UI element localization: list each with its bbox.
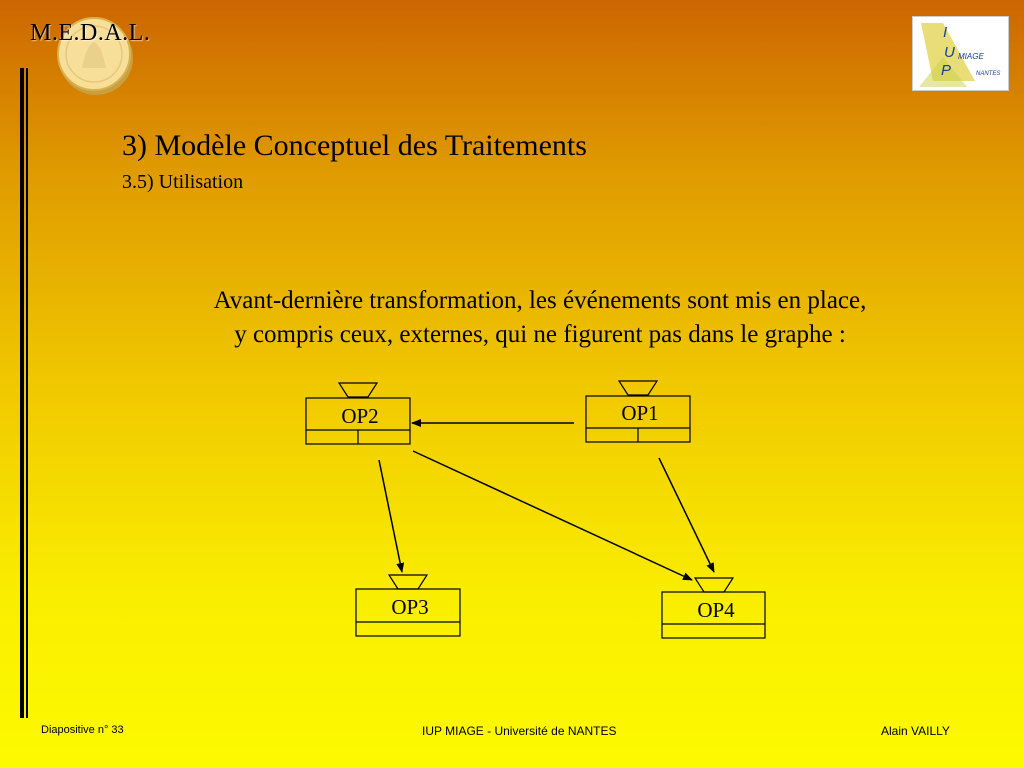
op2-label: OP2: [341, 404, 379, 428]
footer-institution: IUP MIAGE - Université de NANTES: [422, 724, 617, 738]
footer-slide-number: Diapositive n° 33: [41, 724, 124, 736]
intro-line-2: y compris ceux, externes, qui ne figurent pas dans le graphe :: [234, 321, 846, 348]
logo-letter-u: U: [944, 44, 955, 61]
logo-nantes: NANTES: [976, 71, 1001, 77]
link-op2-op3: [379, 460, 402, 572]
operation-op4: [662, 578, 765, 638]
intro-line-1: Avant-dernière transformation, les événements sont mis en place,: [213, 287, 867, 314]
link-op2-op4: [413, 451, 692, 580]
op1-label: OP1: [621, 401, 659, 425]
link-op1-op4: [659, 458, 714, 572]
logo-miage: MIAGE: [958, 52, 984, 61]
operation-op2: [306, 383, 410, 444]
brand-title: M.E.D.A.L.: [30, 20, 151, 46]
op4-label: OP4: [697, 598, 735, 622]
operation-op3: [356, 575, 460, 636]
operation-op1: [586, 381, 690, 442]
footer-author: Alain VAILLY: [881, 724, 950, 738]
logo-letter-i: I: [943, 24, 948, 41]
slide-title: 3) Modèle Conceptuel des Traitements: [122, 129, 587, 162]
op3-label: OP3: [391, 595, 429, 619]
logo-letter-p: P: [941, 62, 952, 79]
slide-subtitle: 3.5) Utilisation: [122, 171, 244, 193]
